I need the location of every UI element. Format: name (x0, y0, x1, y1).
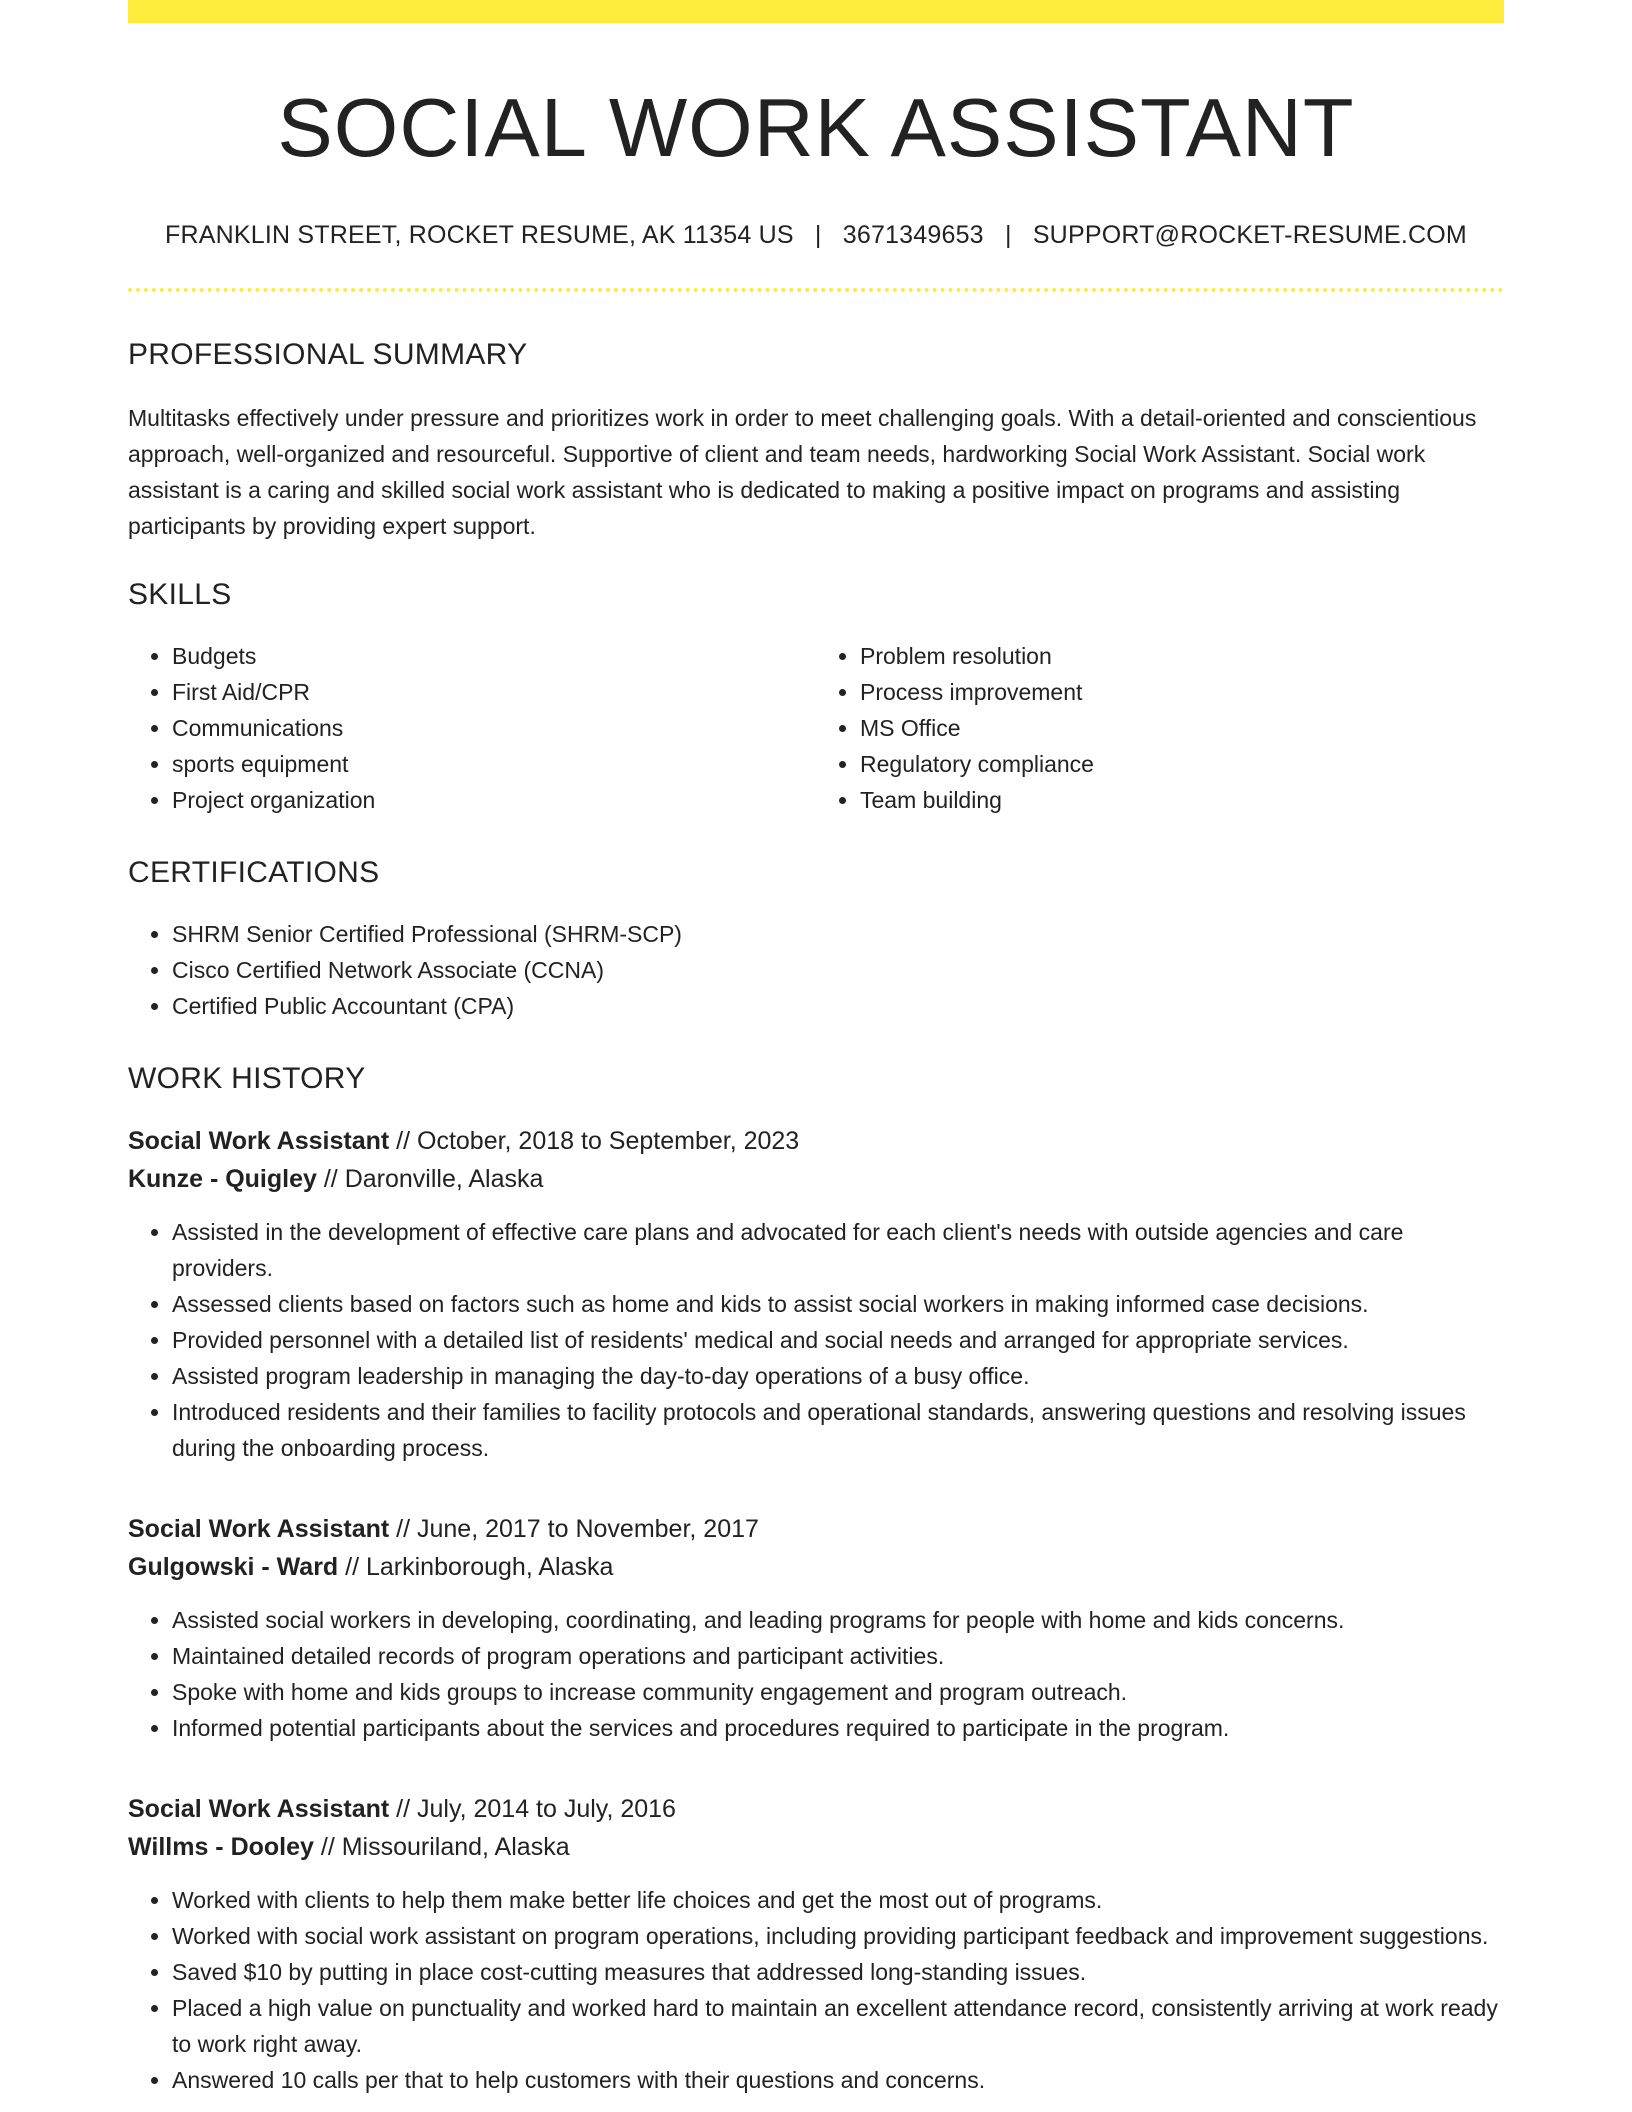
resume-title: SOCIAL WORK ASSISTANT (277, 81, 1355, 174)
job-role-line (128, 1790, 1504, 1828)
job-role-line (128, 1510, 1504, 1548)
job-company-line (128, 1548, 1504, 1586)
skill-item: • Problem resolution (860, 638, 1504, 674)
job-bullet: • Assessed clients based on factors such as home and kids to assist social workers in making informed case decisions. (172, 1286, 1504, 1322)
job-bullet: • Worked with clients to help them make better life choices and get the most out of programs. (172, 1882, 1504, 1918)
certification-item: • SHRM Senior Certified Professional (SHRM-SCP) (172, 916, 1504, 952)
resume-page (128, 0, 1504, 2098)
skill-item: • Budgets (172, 638, 816, 674)
skill-item: • First Aid/CPR (172, 674, 816, 710)
job-bullet: • Spoke with home and kids groups to increase community engagement and program outreach. (172, 1674, 1504, 1710)
job-bullet: • Saved $10 by putting in place cost-cutting measures that addressed long-standing issues. (172, 1954, 1504, 1990)
certifications-section (128, 858, 1504, 1024)
certifications-heading: CERTIFICATIONS (128, 856, 380, 889)
job-bullet: • Maintained detailed records of program operations and participant activities. (172, 1638, 1504, 1674)
job-dates: // July, 2014 to July, 2016 (396, 1795, 676, 1823)
summary-text: Multitasks effectively under pressure and prioritizes work in order to meet challenging goals. With a detail-oriented and conscientious approach, well-organized and resourceful. Supportive of client and team needs, hardworking Social Work Assistant. Social work assistant is a caring and skilled social work assistant who is dedicated to making a positive impact on programs and assisting participants by providing expert support. (128, 405, 1477, 539)
job-role: Social Work Assistant (128, 1127, 390, 1155)
job-bullets (128, 1602, 1504, 1746)
job-dates: // June, 2017 to November, 2017 (396, 1515, 759, 1543)
skills-list-left (128, 638, 816, 818)
skill-item: • sports equipment (172, 746, 816, 782)
job-bullet: • Placed a high value on punctuality and worked hard to maintain an excellent attendance record, consistently arriving at work ready to work right away. (172, 1990, 1504, 2062)
contact-email: SUPPORT@ROCKET-RESUME.COM (1032, 221, 1467, 249)
skill-item: • MS Office (860, 710, 1504, 746)
skill-item: • Communications (172, 710, 816, 746)
job-bullets (128, 1214, 1504, 1466)
summary-heading: PROFESSIONAL SUMMARY (128, 338, 528, 371)
skill-item: • Team building (860, 782, 1504, 818)
job-bullet: • Informed potential participants about the services and procedures required to participate in the program. (172, 1710, 1504, 1746)
contact-phone: 3671349653 (842, 221, 984, 249)
job-entry (128, 1510, 1504, 1746)
job-company-line (128, 1828, 1504, 1866)
job-role: Social Work Assistant (128, 1795, 390, 1823)
contact-address: FRANKLIN STREET, ROCKET RESUME, AK 11354 US (165, 221, 794, 249)
job-location: // Daronville, Alaska (323, 1165, 544, 1193)
work-history-section (128, 1064, 1504, 2098)
job-company: Kunze - Quigley (128, 1165, 317, 1193)
work-history-heading: WORK HISTORY (128, 1062, 366, 1095)
job-dates: // October, 2018 to September, 2023 (396, 1127, 800, 1155)
job-bullet: • Introduced residents and their families to facility protocols and operational standards, answering questions and resolving issues during the onboarding process. (172, 1394, 1504, 1466)
job-entry (128, 1790, 1504, 2098)
skills-columns (128, 638, 1504, 818)
skill-item: • Project organization (172, 782, 816, 818)
job-bullet: • Assisted social workers in developing, coordinating, and leading programs for people with home and kids concerns. (172, 1602, 1504, 1638)
job-bullet: • Provided personnel with a detailed list of residents' medical and social needs and arranged for appropriate services. (172, 1322, 1504, 1358)
job-company: Gulgowski - Ward (128, 1553, 339, 1581)
skills-section (128, 580, 1504, 818)
contact-separator: | (1004, 221, 1012, 249)
summary-section (128, 340, 1504, 544)
job-bullet: • Worked with social work assistant on program operations, including providing participant feedback and improvement suggestions. (172, 1918, 1504, 1954)
certification-item: • Certified Public Accountant (CPA) (172, 988, 1504, 1024)
skills-list-right (816, 638, 1504, 818)
certification-item: • Cisco Certified Network Associate (CCNA) (172, 952, 1504, 988)
job-bullet: • Assisted in the development of effective care plans and advocated for each client's needs with outside agencies and care providers. (172, 1214, 1504, 1286)
contact-line (128, 223, 1504, 248)
job-bullet: • Assisted program leadership in managing the day-to-day operations of a busy office. (172, 1358, 1504, 1394)
skill-item: • Process improvement (860, 674, 1504, 710)
skill-item: • Regulatory compliance (860, 746, 1504, 782)
contact-separator: | (814, 221, 822, 249)
header-divider (128, 288, 1504, 292)
job-role: Social Work Assistant (128, 1515, 390, 1543)
job-company-line (128, 1160, 1504, 1198)
job-location: // Larkinborough, Alaska (345, 1553, 614, 1581)
job-entry (128, 1122, 1504, 1466)
job-role-line (128, 1122, 1504, 1160)
job-location: // Missouriland, Alaska (320, 1833, 570, 1861)
job-company: Willms - Dooley (128, 1833, 314, 1861)
job-bullet: • Answered 10 calls per that to help customers with their questions and concerns. (172, 2062, 1504, 2098)
certifications-list (128, 916, 1504, 1024)
job-bullets (128, 1882, 1504, 2098)
accent-top-bar (128, 0, 1504, 23)
skills-heading: SKILLS (128, 578, 232, 611)
